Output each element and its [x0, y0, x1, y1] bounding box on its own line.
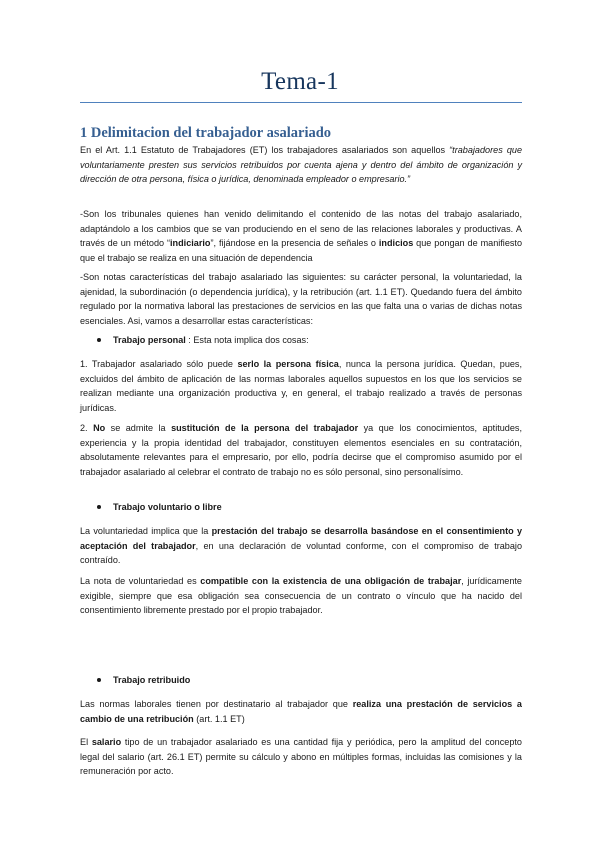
bullet-label: Trabajo retribuido	[113, 675, 191, 685]
p2-text: 2.	[80, 423, 94, 433]
tribunales-text-3: que pongan de manifiesto que el trabajo se realiza en una situación de dependencia	[80, 238, 523, 263]
title-underline	[80, 102, 522, 103]
intro-text: En el Art. 1.1 Estatuto de Trabajadores (ET) los trabajadores asalariados son aquellos	[80, 145, 446, 155]
vol-text: La voluntariedad implica que la	[80, 526, 212, 536]
p2-text-3: ya que los conocimientos, aptitudes, experiencia y la propia identidad del trabajador, constituyen elementos esenciales en su contratación, absolutamente relevantes para el empresario, por ello, podría decirse que el compromiso asumido por el trabajador asalariado al celebrar el contrato de trabajo no es sólo personal, sino personalísimo.	[80, 423, 522, 477]
p1-bold: serlo la persona física	[237, 359, 339, 369]
nota-text-2: , jurídicamente exigible, siempre que esa obligación sea consecuencia de un contrato o vínculo que ha nacido del consentimiento libremente prestado por el propio trabajador.	[80, 576, 522, 616]
p1-text: 1. Trabajador asalariado sólo puede	[80, 359, 238, 369]
p2-text-2: se admite la	[105, 423, 172, 433]
bullet-dot	[97, 505, 101, 509]
bullet-trabajo-personal	[97, 333, 309, 347]
bullet-trabajo-retribuido	[97, 673, 190, 687]
nota-voluntariedad-paragraph	[80, 574, 522, 618]
p1-text-2: , nunca la persona jurídica. Quedan, pues, excluidos del ámbito de aplicación de las normas laborales aquellos supuestos en los que los servicios se realizan mediante una organización productiva y, en general, el trabajo realizado a través de personas jurídicas.	[80, 359, 523, 413]
tribunales-text: -Son los tribunales quienes han venido delimitando el contenido de las notas del trabajo asalariado, adaptándolo a los cambios que se van produciendo en el seno de las relaciones laborales y productivas. A través de un método “	[80, 209, 522, 249]
salario-text-2: tipo de un trabajador asalariado es una cantidad fija y periódica, pero la amplitud del concepto legal del salario (art. 26.1 ET) permite su cálculo y abono en múltiples formas, incluidas las comisiones y la remuneración por acto.	[80, 737, 522, 777]
paragraph-1	[80, 357, 522, 415]
tribunales-bold-indicios: indicios	[378, 238, 414, 249]
bullet-label: Trabajo voluntario o libre	[113, 502, 222, 512]
paragraph-2	[80, 421, 522, 479]
bullet-dot	[97, 338, 101, 342]
salario-text: El	[80, 737, 92, 747]
p2-bold-sustitucion: sustitución de la persona del trabajador	[171, 423, 359, 433]
salario-paragraph	[80, 735, 522, 779]
vol-text-2: , en una declaración de voluntad conforme, con el compromiso de trabajo contraído.	[80, 540, 523, 566]
normas-text-2: (art. 1.1 ET)	[193, 713, 245, 724]
tribunales-paragraph	[80, 207, 522, 265]
bullet-dot	[97, 678, 101, 682]
nota-text: La nota de voluntariedad es	[80, 576, 201, 586]
intro-paragraph	[80, 143, 522, 187]
salario-bold: salario	[91, 737, 122, 747]
intro-quote: “trabajadores que voluntariamente presten sus servicios retribuidos por cuenta ajena y dentro del ámbito de organización y dirección de otra persona, física o jurídica, denominada empleador o empresario.”	[80, 145, 523, 185]
vol-bold: prestación del trabajo se desarrolla basándose en el consentimiento y aceptación del trabajador	[80, 526, 522, 551]
section-heading: 1 Delimitacion del trabajador asalariado	[80, 125, 332, 141]
bullet-trabajo-voluntario	[97, 500, 222, 514]
bullet-label: Trabajo personal	[113, 335, 186, 345]
p2-bold-no: No	[93, 423, 106, 433]
notas-paragraph: -Son notas características del trabajo asalariado las siguientes: su carácter personal, la voluntariedad, la ajenidad, la subordinación (o dependencia jurídica), y la retribución (art. 1.1 ET). Quedando fuera del ámbito regulado por la normativa laboral las prestaciones de servicios en las que falta una o varias de dichas notas esenciales. Asi, vamos a desarrollar estas características:	[80, 272, 522, 326]
page-title: Tema-1	[261, 68, 339, 95]
nota-bold: compatible con la existencia de una obligación de trabajar	[200, 576, 462, 586]
voluntariedad-paragraph	[80, 524, 522, 568]
normas-text: Las normas laborales tienen por destinatario al trabajador que	[80, 699, 353, 709]
normas-bold: realiza una prestación de servicios a cambio de una retribución	[80, 699, 522, 724]
bullet-rest: : Esta nota implica dos cosas:	[185, 335, 309, 345]
normas-paragraph	[80, 697, 522, 726]
tribunales-text-2: ”, fijándose en la presencia de señales o	[210, 238, 379, 249]
tribunales-bold-indiciario: indiciario	[170, 238, 211, 249]
